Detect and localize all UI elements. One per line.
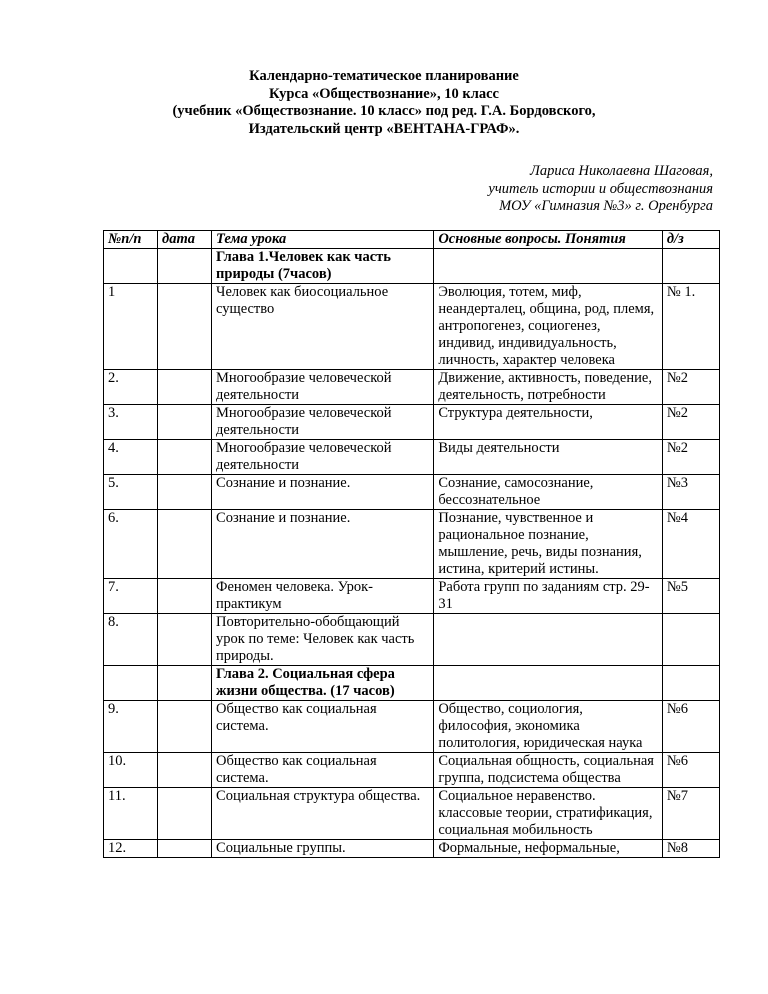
cell-concepts: [434, 249, 663, 284]
author-school: МОУ «Гимназия №3» г. Оренбурга: [499, 198, 713, 214]
table-header-row: [104, 231, 720, 249]
cell-homework: №4: [662, 510, 719, 579]
cell-number: 6.: [104, 510, 158, 579]
table-row: [104, 753, 720, 788]
cell-concepts: Виды деятельности: [434, 440, 663, 475]
cell-date: [158, 614, 212, 666]
cell-date: [158, 405, 212, 440]
cell-date: [158, 666, 212, 701]
header-homework: д/з: [662, 231, 719, 249]
table-row: [104, 475, 720, 510]
table-row: [104, 370, 720, 405]
cell-concepts: Структура деятельности,: [434, 405, 663, 440]
cell-number: 9.: [104, 701, 158, 753]
table-row: [104, 579, 720, 614]
cell-homework: №6: [662, 701, 719, 753]
cell-topic: Человек как биосоциальное существо: [212, 284, 434, 370]
cell-homework: №2: [662, 440, 719, 475]
cell-date: [158, 370, 212, 405]
cell-homework: №7: [662, 788, 719, 840]
header-concepts: Основные вопросы. Понятия: [434, 231, 663, 249]
table-row: [104, 510, 720, 579]
chapter-row: [104, 666, 720, 701]
title-line: Курса «Обществознание», 10 класс: [269, 85, 499, 102]
header-number: №п/п: [104, 231, 158, 249]
title-line: Издательский центр «ВЕНТАНА-ГРАФ».: [248, 120, 520, 137]
cell-number: 4.: [104, 440, 158, 475]
cell-homework: [662, 666, 719, 701]
cell-homework: №8: [662, 840, 719, 858]
table-row: [104, 405, 720, 440]
cell-concepts: Социальная общность, социальная группа, подсистема общества: [434, 753, 663, 788]
cell-homework: №6: [662, 753, 719, 788]
cell-topic: Повторительно-обобщающий урок по теме: Человек как часть природы.: [212, 614, 434, 666]
table-row: [104, 614, 720, 666]
table-row: [104, 701, 720, 753]
cell-topic: Сознание и познание.: [212, 510, 434, 579]
cell-concepts: [434, 666, 663, 701]
cell-homework: №3: [662, 475, 719, 510]
cell-topic: Многообразие человеческой деятельности: [212, 405, 434, 440]
author-name: Лариса Николаевна Шаговая,: [530, 163, 713, 179]
cell-date: [158, 475, 212, 510]
cell-number: 5.: [104, 475, 158, 510]
table-row: [104, 788, 720, 840]
table-row: [104, 840, 720, 858]
cell-concepts: Формальные, неформальные,: [434, 840, 663, 858]
cell-date: [158, 788, 212, 840]
cell-number: 2.: [104, 370, 158, 405]
table-row: [104, 284, 720, 370]
cell-number: [104, 249, 158, 284]
table-row: [104, 440, 720, 475]
cell-date: [158, 753, 212, 788]
cell-topic: Социальная структура общества.: [212, 788, 434, 840]
cell-topic: Общество как социальная система.: [212, 701, 434, 753]
cell-number: 1: [104, 284, 158, 370]
cell-concepts: [434, 614, 663, 666]
document-title: [60, 68, 708, 138]
table-body: [104, 249, 720, 858]
cell-number: 3.: [104, 405, 158, 440]
title-line: (учебник «Обществознание. 10 класс» под ред. Г.А. Бордовского,: [172, 103, 596, 119]
header-date: дата: [158, 231, 212, 249]
cell-concepts: Движение, активность, поведение, деятельность, потребности: [434, 370, 663, 405]
cell-concepts: Сознание, самосознание, бессознательное: [434, 475, 663, 510]
cell-date: [158, 701, 212, 753]
cell-number: 11.: [104, 788, 158, 840]
author-block: [488, 163, 713, 216]
cell-topic: Социальные группы.: [212, 840, 434, 858]
title-line: Календарно-тематическое планирование: [249, 68, 519, 84]
cell-topic: Глава 2. Социальная сфера жизни общества. (17 часов): [212, 666, 434, 701]
cell-number: 10.: [104, 753, 158, 788]
cell-concepts: Познание, чувственное и рациональное познание, мышление, речь, виды познания, истина, критерий истины.: [434, 510, 663, 579]
cell-homework: № 1.: [662, 284, 719, 370]
cell-date: [158, 440, 212, 475]
author-position: учитель истории и обществознания: [488, 180, 713, 197]
cell-topic: Многообразие человеческой деятельности: [212, 370, 434, 405]
cell-topic: Феномен человека. Урок-практикум: [212, 579, 434, 614]
cell-date: [158, 579, 212, 614]
cell-topic: Многообразие человеческой деятельности: [212, 440, 434, 475]
cell-concepts: Общество, социология, философия, экономика политология, юридическая наука: [434, 701, 663, 753]
cell-topic: Глава 1.Человек как часть природы (7часов): [212, 249, 434, 284]
cell-number: 12.: [104, 840, 158, 858]
cell-number: [104, 666, 158, 701]
cell-homework: [662, 614, 719, 666]
cell-number: 7.: [104, 579, 158, 614]
cell-homework: [662, 249, 719, 284]
cell-homework: №5: [662, 579, 719, 614]
cell-date: [158, 510, 212, 579]
cell-concepts: Социальное неравенство. классовые теории, стратификация, социальная мобильность: [434, 788, 663, 840]
cell-number: 8.: [104, 614, 158, 666]
lesson-plan-table: [103, 230, 720, 858]
cell-concepts: Работа групп по заданиям стр. 29-31: [434, 579, 663, 614]
cell-topic: Сознание и познание.: [212, 475, 434, 510]
cell-homework: №2: [662, 370, 719, 405]
chapter-row: [104, 249, 720, 284]
cell-topic: Общество как социальная система.: [212, 753, 434, 788]
cell-date: [158, 284, 212, 370]
cell-concepts: Эволюция, тотем, миф, неандерталец, община, род, племя, антропогенез, социогенез, индивид, индивидуальность, личность, характер человека: [434, 284, 663, 370]
cell-date: [158, 840, 212, 858]
cell-homework: №2: [662, 405, 719, 440]
header-topic: Тема урока: [212, 231, 434, 249]
cell-date: [158, 249, 212, 284]
